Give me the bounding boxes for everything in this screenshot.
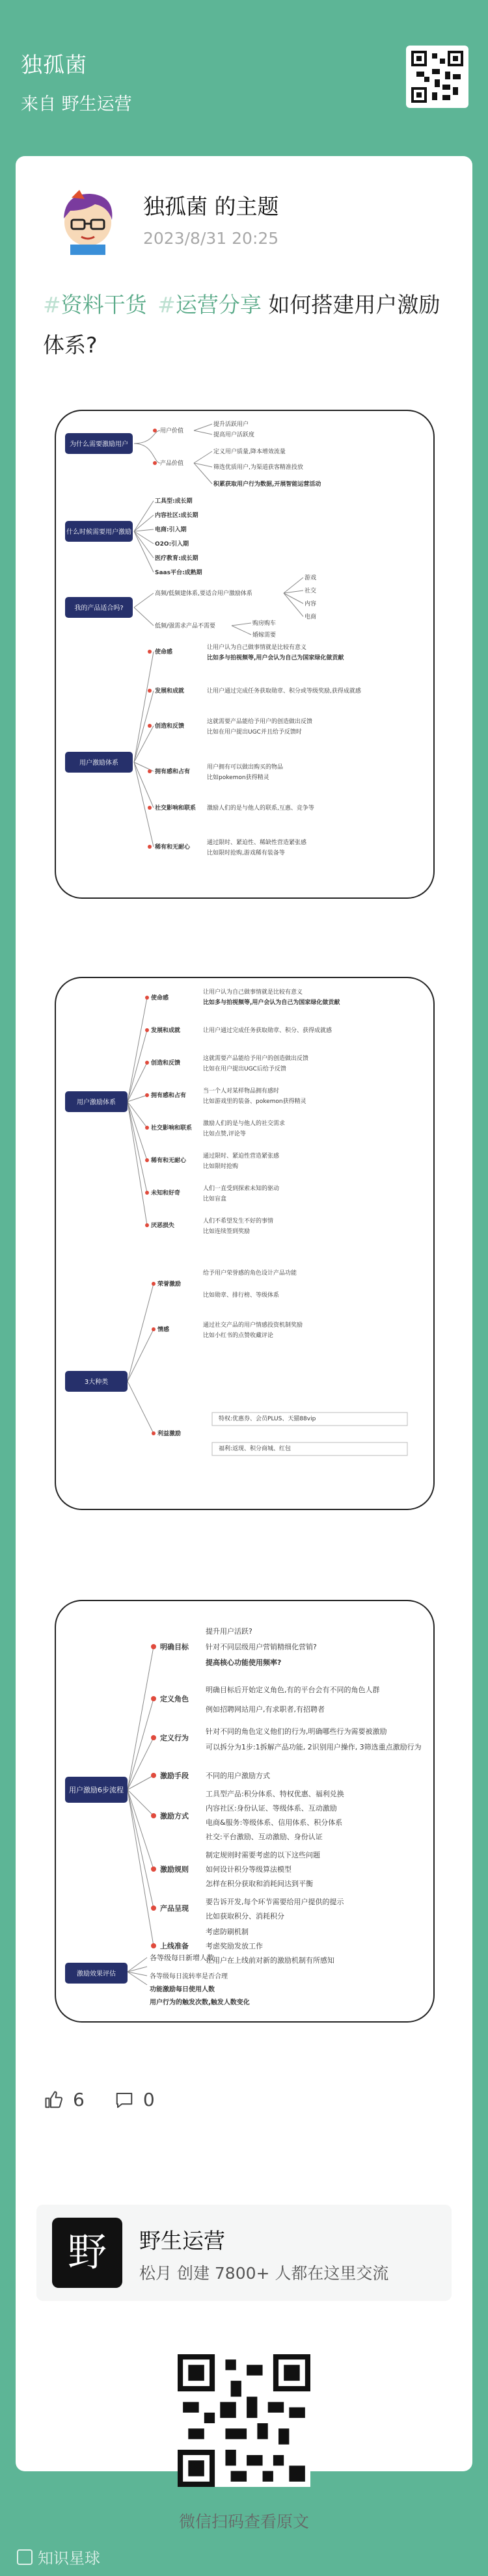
footer-label: 知识星球: [38, 2549, 100, 2568]
mindmap-node: 工具型产品:积分体系、特权优惠、福利兑换: [206, 1790, 344, 1798]
mindmap-node: 拥有感和占有: [151, 1093, 187, 1099]
mindmap-node: 通过社交产品的用户情感投资机制奖励: [203, 1322, 303, 1329]
mindmap-node: 筛选优质用户,为渠道获客精准投放: [213, 464, 303, 471]
mindmap-node: 情感: [157, 1327, 170, 1333]
mindmap-node: 婚嫁需要: [252, 632, 277, 639]
mindmap-node: 高频/低频建体系,要适合用户激励体系: [155, 591, 252, 597]
mindmap-node: 游戏: [305, 575, 317, 581]
mindmap-node: O2O:引入期: [155, 541, 189, 548]
mindmap-node: 如何设计积分等级算法模型: [206, 1865, 291, 1874]
mindmap-node: 提高核心功能使用频率?: [206, 1658, 282, 1667]
bottom-qr-code[interactable]: [178, 2354, 310, 2487]
mindmap-node: 人们不希望发生不好的事情: [203, 1218, 274, 1225]
post-title-text: 如何搭建用户激励体系?: [43, 292, 441, 358]
post-card: [16, 156, 472, 2531]
mindmap-node: 让用户认为自己做事情就是比较有意义: [207, 644, 307, 651]
mindmap-node: 社交影响和联系: [151, 1125, 193, 1132]
mindmap-node: 用户激励体系: [79, 760, 118, 767]
mindmap-node: 比如在用户提出UGC并且给予反馈时: [207, 729, 302, 736]
mindmap-node: 稀有和无耐心: [151, 1158, 187, 1164]
mindmap-node: 例如招聘网站用户,有求职者,有招聘者: [206, 1705, 325, 1714]
mindmap-node: 稀有和无耐心: [155, 844, 191, 851]
mindmap-node: 比如连续签到奖励: [203, 1228, 251, 1235]
mindmap-node: 比如小红书的点赞收藏评论: [203, 1333, 274, 1339]
mindmap-node: 各等级每日流转率是否合理: [150, 1973, 228, 1980]
mindmap-node: 比如点赞,评论等: [203, 1131, 246, 1137]
mindmap-node: 电商&服务:等级体系、信用体系、积分体系: [206, 1818, 343, 1827]
mindmap-image-2[interactable]: [55, 977, 435, 1510]
mindmap-node: 让用户通过完成任务获取勋章、积分或等级奖励,获得成就感: [207, 688, 361, 695]
mindmap-node: 提升活跃用户: [213, 421, 249, 428]
mindmap-node: 发展和成就: [155, 688, 185, 695]
mindmap-node: 什么时候需要用户激励: [66, 529, 131, 536]
mindmap-node: 比如多与拍视频等,用户会认为自己为国家绿化做贡献: [203, 1000, 340, 1006]
mindmap-node: 使命感: [155, 649, 173, 656]
mindmap-node: 提升用户活跃?: [206, 1627, 252, 1636]
mindmap-node: 利益激励: [157, 1431, 182, 1437]
mindmap-node: 比如在用户提出UGC后给予反馈: [203, 1066, 286, 1072]
mindmap-node: 特权:优惠券、会员PLUS、天猫88vip: [219, 1416, 316, 1422]
thumbs-up-icon[interactable]: [44, 2090, 64, 2110]
mindmap-node: 电商: [305, 614, 317, 620]
mindmap-node: 针对不同的角色定义他们的行为,明确哪些行为需要被激励: [206, 1727, 387, 1736]
mindmap-node: 产品价值: [160, 460, 184, 467]
header-author-name: 独孤菌: [21, 52, 87, 77]
mindmap-node: 明确目标后开始定义角色,有的平台会有不同的角色人群: [206, 1686, 380, 1694]
planet-icon: [17, 2549, 33, 2565]
mindmap-node: 内容: [305, 601, 317, 607]
mindmap-node: Saas平台:成熟期: [155, 570, 202, 576]
mindmap-node: 社交:平台激励、互动激励、身份认证: [206, 1833, 323, 1841]
like-count: 6: [73, 2089, 85, 2110]
mindmap-node: 定义用户质量,降本增效流量: [213, 449, 286, 455]
mindmap-node: 各等级每日新增人数: [150, 1954, 214, 1962]
avatar-cartoon-icon: [52, 185, 124, 256]
mindmap-node: 社交影响和联系: [155, 805, 197, 812]
mindmap-node: 制定规则时需要考虑的以下这些问题: [206, 1851, 320, 1859]
mindmap-node: 这就需要产品能给予用户的创造做出反馈: [203, 1056, 309, 1062]
mindmap-node: 激励方式: [160, 1812, 189, 1820]
mindmap-node: 比如游戏里的装备、pokemon获得精灵: [203, 1098, 306, 1105]
mindmap-image-3[interactable]: [55, 1600, 435, 2023]
comment-icon[interactable]: [115, 2090, 134, 2110]
mindmap-node: 考虑防刷机制: [206, 1928, 249, 1936]
group-card[interactable]: [36, 2205, 452, 2301]
group-name: 野生运营: [139, 2228, 225, 2253]
mindmap-node: 比如限时抢购: [203, 1163, 239, 1170]
mindmap-node: 激励效果评估: [77, 1971, 116, 1978]
mindmap-node: 让用户认为自己做事情就是比较有意义: [203, 989, 303, 996]
mindmap-node: 怎样在积分获取和消耗间达到平衡: [206, 1879, 313, 1888]
mindmap-image-1[interactable]: [55, 410, 435, 899]
mindmap-node: 激励规则: [160, 1865, 189, 1874]
mindmap-node: 我的产品适合吗?: [74, 605, 124, 612]
mindmap-node: 用户价值: [160, 428, 184, 434]
footer-brand: [17, 2545, 100, 2568]
mindmap-node: 比如限时抢购,游戏稀有装备等: [207, 850, 285, 856]
mindmap-node: 创造和反馈: [151, 1060, 181, 1067]
mindmap-node: 使命感: [151, 995, 169, 1002]
header-source: 来自 野生运营: [21, 94, 132, 114]
post-actions: [44, 2089, 185, 2110]
mindmap-node: 发展和成就: [151, 1028, 181, 1034]
mindmap-node: 医疗教育:成长期: [155, 555, 198, 562]
mindmap-1-canvas: [56, 411, 436, 900]
mindmap-node: 内容社区:身份认证、等级体系、互动激励: [206, 1804, 337, 1812]
mindmap-node: 比如pokemon获得精灵: [207, 775, 269, 781]
mindmap-node: 当一个人对某样物品拥有感时: [203, 1088, 280, 1095]
top-qr-code[interactable]: [406, 46, 468, 108]
mindmap-node: 让用户通过完成任务获取勋章、积分、获得成就感: [203, 1028, 332, 1034]
mindmap-node: 拥有感和占有: [155, 769, 191, 775]
post-author[interactable]: 独孤菌 的主题: [143, 194, 279, 219]
mindmap-node: 厌恶损失: [151, 1223, 175, 1229]
mindmap-node: 人们一直受到探索未知的驱动: [203, 1186, 280, 1192]
mindmap-node: 比如盲盒: [203, 1196, 227, 1202]
mindmap-node: 比如勋章、排行榜、等级体系: [203, 1292, 280, 1299]
avatar[interactable]: [52, 185, 124, 256]
mindmap-node: 这就需要产品能给予用户的创造做出反馈: [207, 719, 313, 725]
mindmap-2-canvas: [56, 978, 436, 1511]
mindmap-node: 荣誉激励: [157, 1281, 182, 1288]
mindmap-node: 福利:返现、积分商城、红包: [219, 1446, 291, 1452]
mindmap-node: 比如获取积分、消耗积分: [206, 1912, 284, 1920]
mindmap-node: 激励手段: [160, 1772, 189, 1780]
mindmap-node: 用户激励6步流程: [69, 1786, 124, 1794]
mindmap-node: 低频/强需求产品不需要: [155, 623, 216, 630]
mindmap-node: 用户激励体系: [77, 1099, 116, 1106]
mindmap-node: 用户行为的触发次数,触发人数变化: [150, 1999, 250, 2006]
post-title: [43, 285, 453, 365]
mindmap-node: 针对不同层级用户营销精细化营销?: [206, 1643, 317, 1651]
mindmap-node: 让用户在上线前对新的激励机制有所感知: [206, 1956, 334, 1965]
mindmap-node: 电商:引入期: [155, 527, 187, 533]
mindmap-node: 上线准备: [160, 1942, 189, 1950]
mindmap-node: 明确目标: [160, 1643, 189, 1651]
mindmap-node: 通过限时、紧迫性营造紧张感: [203, 1153, 280, 1160]
mindmap-node: 社交: [305, 588, 317, 594]
mindmap-node: 定义角色: [160, 1695, 189, 1703]
qr-code-icon: [411, 51, 463, 103]
mindmap-node: 产品呈现: [160, 1904, 189, 1913]
mindmap-node: 积累获取用户行为数据,开展智能运营活动: [213, 481, 321, 488]
mindmap-node: 3大种类: [84, 1379, 109, 1386]
mindmap-node: 为什么需要激励用户: [70, 441, 128, 448]
mindmap-node: 内容社区:成长期: [155, 512, 198, 519]
mindmap-node: 工具型:成长期: [155, 498, 193, 505]
mindmap-node: 功能激励每日使用人数: [150, 1986, 215, 1993]
mindmap-node: 通过限时、紧迫性、稀缺性营造紧张感: [207, 840, 307, 846]
mindmap-node: 未知和好奇: [151, 1190, 181, 1197]
tag-link[interactable]: #资料干货: [43, 292, 147, 317]
scan-hint: 微信扫码查看原文: [178, 2512, 309, 2531]
mindmap-3-canvas: [56, 1601, 436, 2024]
mindmap-node: 可以拆分为1步:1拆解产品功能, 2识别用户操作, 3筛选重点激励行为: [206, 1743, 422, 1751]
mindmap-node: 激励人们的是与他人的联系,互惠、竞争等: [207, 805, 314, 812]
post-date: 2023/8/31 20:25: [143, 229, 279, 248]
group-meta: 松月 创建 7800+ 人都在这里交流: [139, 2264, 389, 2283]
mindmap-node: 比如多与拍视频等,用户会认为自己为国家绿化做贡献: [207, 655, 344, 661]
group-logo: 野: [52, 2218, 122, 2288]
mindmap-node: 创造和反馈: [155, 723, 185, 730]
qr-code-icon: [178, 2354, 310, 2487]
mindmap-node: 定义行为: [160, 1734, 189, 1742]
mindmap-node: 要告诉开发,每个环节需要给用户提供的提示: [206, 1898, 344, 1906]
mindmap-node: 提高用户活跃度: [213, 432, 255, 438]
mindmap-node: 考虑奖励发放工作: [206, 1942, 263, 1950]
comment-count: 0: [142, 2089, 155, 2110]
mindmap-node: 不同的用户激励方式: [206, 1772, 270, 1780]
mindmap-node: 给予用户荣誉感的角色设计产品功能: [203, 1270, 297, 1277]
tag-link[interactable]: #运营分享: [157, 292, 262, 317]
mindmap-node: 用户拥有可以做出购买的物品: [207, 764, 284, 771]
mindmap-node: 激励人们的是与他人的社交需求: [203, 1121, 286, 1127]
mindmap-node: 购房购车: [252, 620, 277, 627]
